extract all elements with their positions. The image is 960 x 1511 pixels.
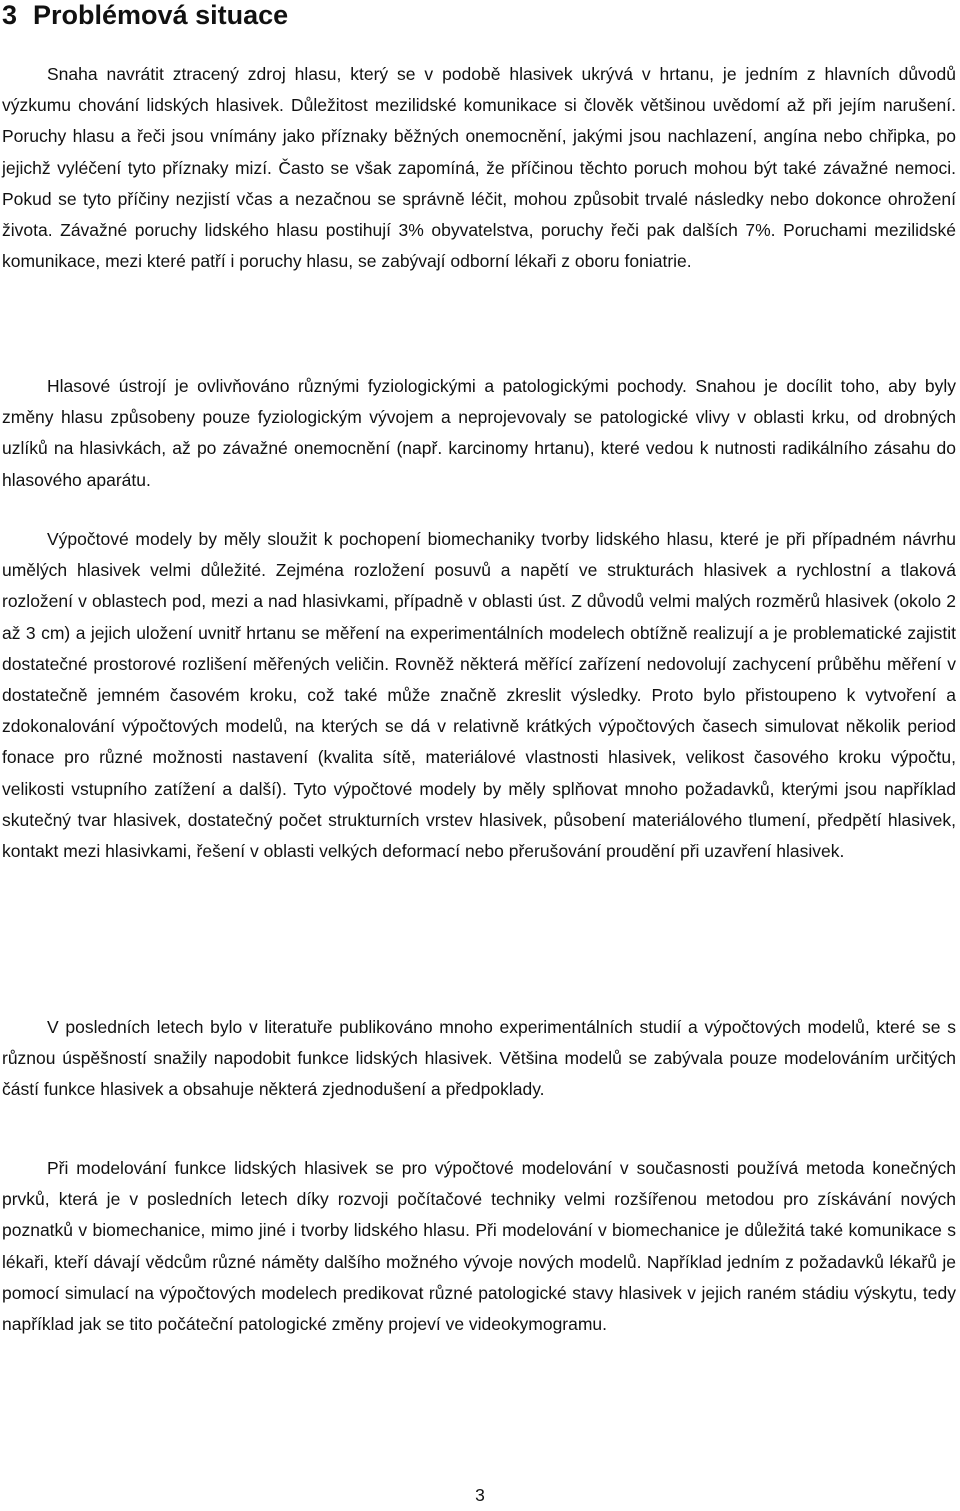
paragraph-intro: Snaha navrátit ztracený zdroj hlasu, který se v podobě hlasivek ukrývá v hrtanu, je jedním z hlavních důvodů výzkumu chování lidských hlasivek. Důležitost mezilidské komunikace si člověk většinou uvědomí až při jejím narušení. Poruchy hlasu a řeči jsou vnímány jako příznaky běžných onemocnění, jakými jsou nachlazení, angína nebo chřipka, po jejichž vyléčení tyto příznaky mizí. Často se však zapomíná, že příčinou těchto poruch mohou být také závažné nemoci. Pokud se tyto příčiny nezjistí včas a nezačnou se správně léčit, mohou způsobit trvalé následky nebo dokonce ohrožení života. Závažné poruchy lidského hlasu postihují 3% obyvatelstva, poruchy řeči pak dalších 7%. Poruchami mezilidské komunikace, mezi které patří i poruchy hlasu, se zabývají odborní lékaři z oboru foniatrie. (2, 64, 956, 272)
section-number: 3 (2, 0, 18, 30)
paragraph-fem: Při modelování funkce lidských hlasivek se pro výpočtové modelování v současnosti používá metoda konečných prvků, která je v posledních letech díky rozvoji počítačové techniky velmi rozšířenou metodou pro získávání nových poznatků v biomechanice, mimo jiné i tvorby lidského hlasu. Při modelování v biomechanice je důležitá také komunikace s lékaři, kteří dávají vědcům různé náměty dalšího možného vývoje nových modelů. Například jedním z požadavků lékařů je pomocí simulací na výpočtových modelech predikovat různé patologické stavy hlasivek v jejich raném stádiu výskytu, tedy například jak se tito počáteční patologické změny projeví ve videokymogramu. (2, 1158, 956, 1335)
paragraph-computational-models: Výpočtové modely by měly sloužit k pochopení biomechaniky tvorby lidského hlasu, které je při případném návrhu umělých hlasivek velmi důležité. Zejména rozložení posuvů a napětí ve strukturách hlasivek a rychlostní a tlaková rozložení v oblastech pod, mezi a nad hlasivkami, případně v oblasti úst. Z důvodů velmi malých rozměrů hlasivek (okolo 2 až 3 cm) a jejich uložení uvnitř hrtanu se měření na experimentálních modelech obtížně realizují a je problematické zajistit dostatečné prostorové rozlišení měřených veličin. Rovněž některá měřící zařízení nedovolují zachycení průběhu měření v dostatečně jemném časovém kroku, což také může značně zkreslit výsledky. Proto bylo přistoupeno k vytvoření a zdokonalování výpočtových modelů, na kterých se dá v relativně krátkých výpočtových časech simulovat několik period fonace pro různé možnosti nastavení (kvalita sítě, materiálové vlastnosti hlasivek, velikost časového kroku výpočtu, velikosti vstupního zatížení a další). Tyto výpočtové modely by měly splňovat mnoho požadavků, kterými jsou například skutečný tvar hlasivek, dostatečný počet strukturních vrstev hlasivek, působení materiálového tlumení, předpětí hlasivek, kontakt mezi hlasivkami, řešení v oblasti velkých deformací nebo přerušování proudění při uzavření hlasivek. (2, 529, 956, 862)
paragraph-voice-organ: Hlasové ústrojí je ovlivňováno různými fyziologickými a patologickými pochody. Snahou je docílit toho, aby byly změny hlasu způsobeny pouze fyziologickým vývojem a neprojevovaly se patologické vlivy v oblasti krku, od drobných uzlíků na hlasivkách, až po závažné onemocnění (např. karcinomy hrtanu), které vedou k nutnosti radikálního zásahu do hlasového aparátu. (2, 376, 956, 490)
section-heading (2, 0, 288, 32)
paragraph-literature: V posledních letech bylo v literatuře publikováno mnoho experimentálních studií a výpočtových modelů, které se s různou úspěšností snažily napodobit funkce lidských hlasivek. Většina modelů se zabývala pouze modelováním určitých částí funkce hlasivek a obsahuje některá zjednodušení a předpoklady. (2, 1017, 956, 1100)
page-number: 3 (475, 1485, 485, 1505)
section-title: Problémová situace (33, 0, 289, 30)
